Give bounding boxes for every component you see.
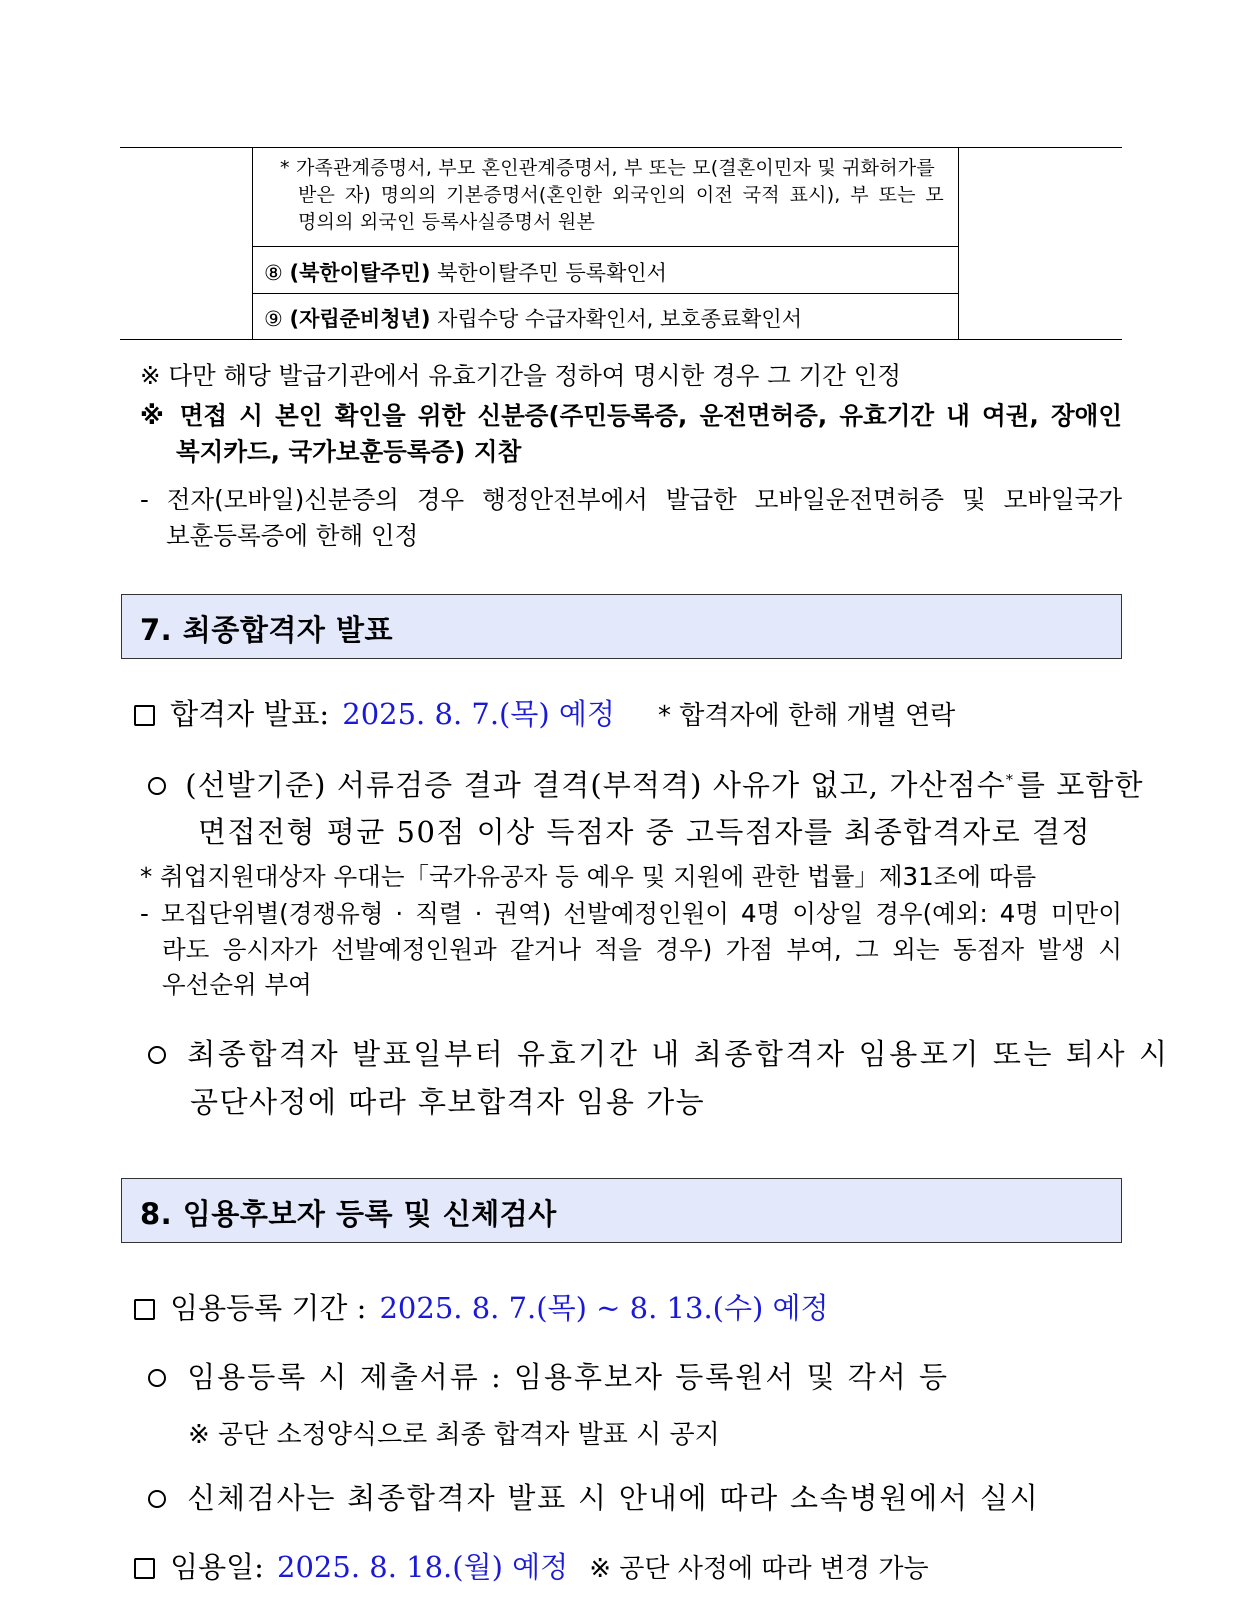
registration-label: 임용등록 기간 : [170,1291,367,1325]
bullet-circle-icon [148,1490,166,1508]
backup-text-1: 최종합격자 발표일부터 유효기간 내 최종합격자 임용포기 또는 퇴사 시 [187,1037,1170,1071]
appointment-date: 2025. 8. 18.(월) 예정 [277,1550,569,1584]
registration-date: 2025. 8. 7.(목) ~ 8. 13.(수) 예정 [379,1291,829,1325]
family-note-line-3: 명의의 외국인 등록사실증명서 원본 [298,211,596,233]
family-note-line-1: * 가족관계증명서, 부모 혼인관계증명서, 부 또는 모(결혼이민자 및 귀화허가를 [280,157,935,179]
row-8-category: (북한이탈주민) [289,261,431,285]
criteria-superscript: * [1005,772,1013,789]
medical-exam-item [148,1476,1040,1517]
documents-item [148,1355,949,1396]
row-9-number: ⑨ [264,307,283,331]
checkbox-square-icon [134,1558,155,1579]
table-top-border [120,147,1122,148]
criteria-text-a: (선발기준) 서류검증 결과 결격(부적격) 사유가 없고, 가산점수 [185,768,1006,802]
appointment-note: ※ 공단 사정에 따라 변경 가능 [589,1554,929,1584]
registration-item [134,1286,829,1327]
documents-note: ※ 공단 소정양식으로 최종 합격자 발표 시 공지 [188,1420,720,1450]
criteria-text-b: 를 포함한 [1016,768,1144,802]
announce-date: 2025. 8. 7.(목) 예정 [342,697,615,731]
veterans-footnote: * 취업지원대상자 우대는「국가유공자 등 예우 및 지원에 관한 법률」제31조에 따름 [140,862,1037,891]
table-row-divider [252,293,958,294]
backup-item-line-2: 공단사정에 따라 후보합격자 임용 가능 [190,1085,706,1119]
table-column-divider [252,147,253,339]
announce-label: 합격자 발표: [170,697,330,731]
row-8-document: 북한이탈주민 등록확인서 [430,261,667,285]
criteria-item-line-1 [148,763,1144,804]
checkbox-square-icon [134,1299,155,1320]
validity-note: ※ 다만 해당 발급기관에서 유효기간을 정하여 명시한 경우 그 기간 인정 [140,361,902,390]
medical-exam-text: 신체검사는 최종합격자 발표 시 안내에 따라 소속병원에서 실시 [187,1481,1040,1515]
criteria-item-line-2: 면접전형 평균 50점 이상 득점자 중 고득점자를 최종합격자로 결정 [198,815,1092,849]
announce-note: * 합격자에 한해 개별 연락 [658,701,956,731]
checkbox-square-icon [134,705,155,726]
row-9-document: 자립수당 수급자확인서, 보호종료확인서 [430,307,802,331]
table-row-8 [264,257,667,287]
bullet-circle-icon [148,1046,166,1064]
mobile-id-note-line-1: - 전자(모바일)신분증의 경우 행정안전부에서 발급한 모바일운전면허증 및 모바일국가 [140,485,1122,514]
row-9-category: (자립준비청년) [289,307,431,331]
tie-rule-line-3: 우선순위 부여 [162,970,312,999]
table-column-divider [958,147,959,339]
tie-rule-line-2: 라도 응시자가 선발예정인원과 같거나 적을 경우) 가점 부여, 그 외는 동점자 발생 시 [162,935,1122,964]
id-card-note-line-1: ※ 면접 시 본인 확인을 위한 신분증(주민등록증, 운전면허증, 유효기간 내 여권, 장애인 [140,401,1122,430]
section-7-header [121,594,1122,659]
documents-text: 임용등록 시 제출서류 : 임용후보자 등록원서 및 각서 등 [187,1360,950,1394]
table-row-divider [252,246,958,247]
bullet-circle-icon [148,1369,166,1387]
appointment-item [134,1545,929,1586]
backup-item-line-1 [148,1032,1170,1073]
family-note-line-2: 받은 자) 명의의 기본증명서(혼인한 외국인의 이전 국적 표시), 부 또는 모 [298,184,944,206]
mobile-id-note-line-2: 보훈등록증에 한해 인정 [166,521,419,550]
table-bottom-border [120,339,1122,340]
announce-item [134,692,955,733]
tie-rule-line-1: - 모집단위별(경쟁유형 · 직렬 · 권역) 선발예정인원이 4명 이상일 경우(예외: 4명 미만이 [140,899,1122,928]
row-8-number: ⑧ [264,261,283,285]
section-7-title: 7. 최종합격자 발표 [140,613,393,647]
section-8-title: 8. 임용후보자 등록 및 신체검사 [140,1197,557,1231]
table-row-9 [264,303,802,333]
bullet-circle-icon [148,777,166,795]
section-8-header [121,1178,1122,1243]
appointment-label: 임용일: [170,1550,264,1584]
id-card-note-line-2: 복지카드, 국가보훈등록증) 지참 [176,437,522,466]
